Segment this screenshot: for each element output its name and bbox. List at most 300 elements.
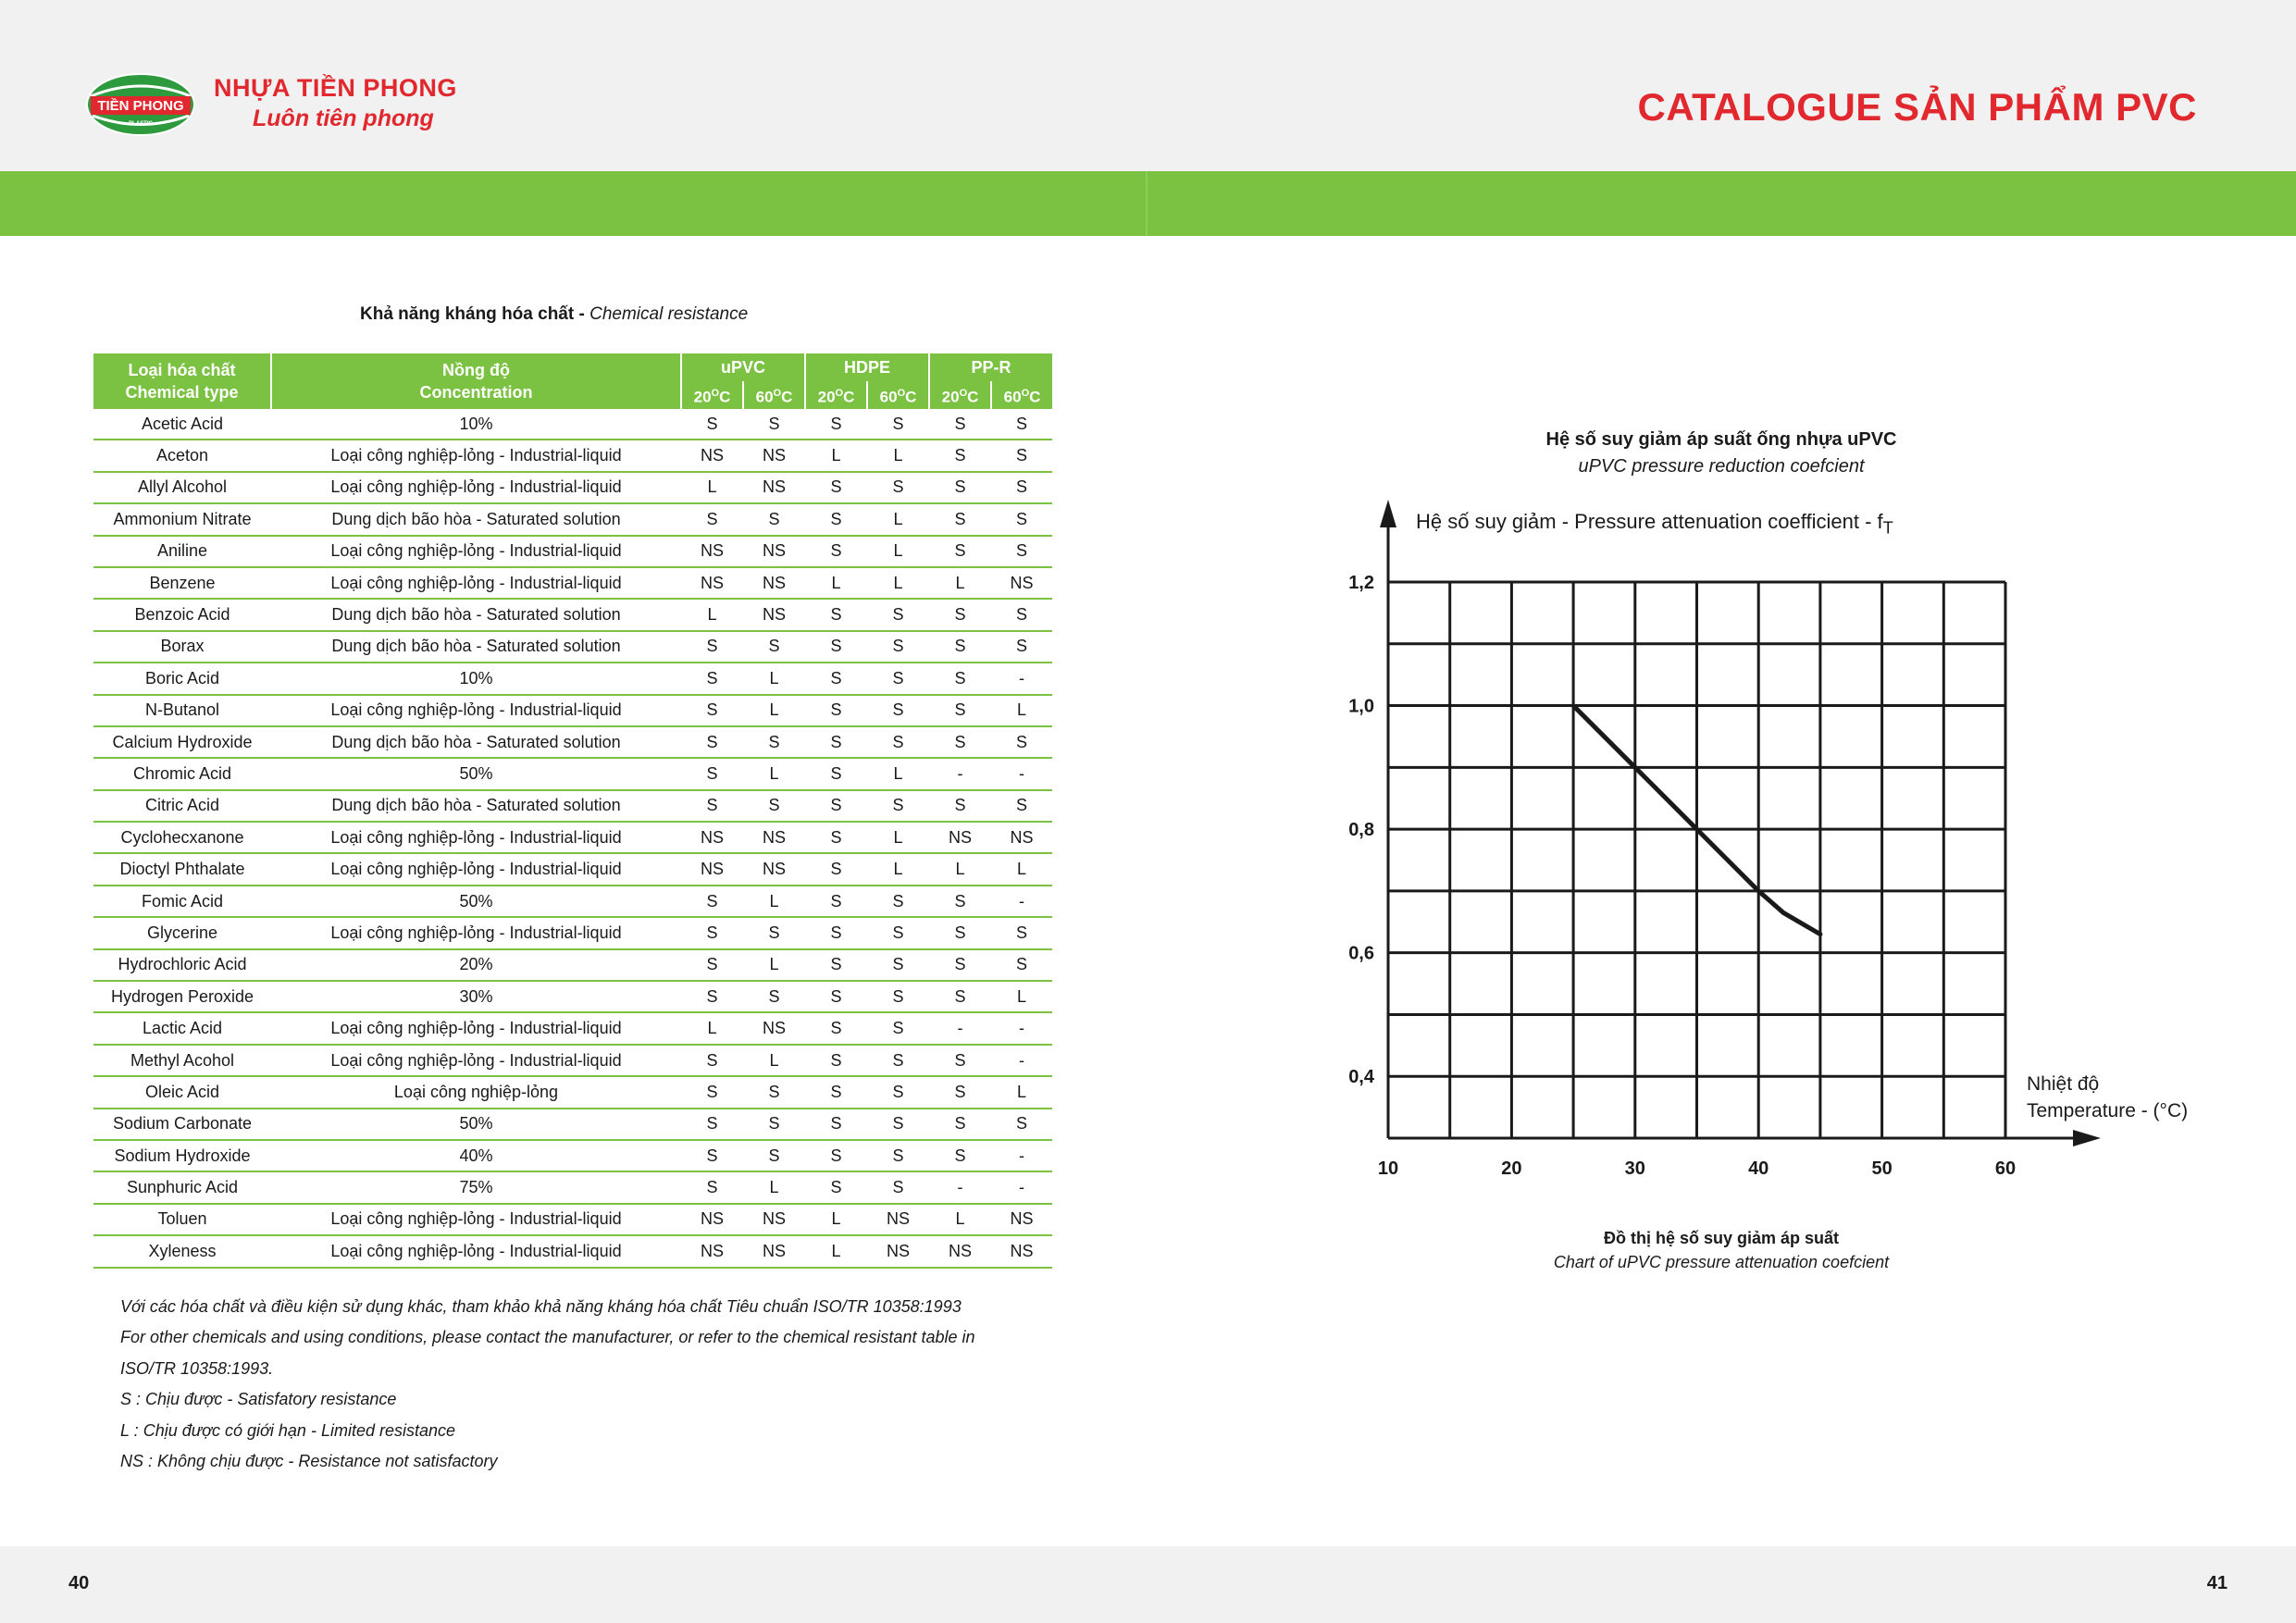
- chemical-name: Lactic Acid: [93, 1012, 271, 1044]
- table-row: [93, 631, 1052, 663]
- pressure-reduction-chart: [1333, 490, 2147, 1194]
- resistance-cell: S: [867, 917, 929, 948]
- resistance-cell: L: [743, 758, 805, 789]
- concentration-cell: Dung dịch bão hòa - Saturated solution: [271, 790, 681, 822]
- resistance-cell: NS: [743, 1235, 805, 1267]
- note-line: L : Chịu được có giới hạn - Limited resistance: [120, 1420, 456, 1440]
- resistance-cell: -: [991, 886, 1052, 917]
- table-row: [93, 886, 1052, 917]
- resistance-cell: S: [805, 1012, 867, 1044]
- resistance-cell: L: [867, 536, 929, 567]
- resistance-cell: S: [867, 409, 929, 440]
- resistance-cell: S: [929, 886, 991, 917]
- header-hdpe: HDPE: [805, 353, 929, 381]
- resistance-cell: -: [929, 1171, 991, 1203]
- concentration-cell: Loại công nghiệp-lỏng - Industrial-liquid: [271, 822, 681, 853]
- chart-title: Hệ số suy giảm áp suất ống nhựa uPVC: [1545, 429, 1897, 450]
- resistance-cell: S: [867, 599, 929, 630]
- resistance-cell: S: [681, 949, 743, 981]
- resistance-cell: L: [805, 440, 867, 471]
- resistance-cell: NS: [743, 536, 805, 567]
- temp-degree: O: [711, 387, 720, 399]
- note-line: ISO/TR 10358:1993.: [120, 1358, 274, 1378]
- y-axis-label-subscript: T: [1882, 517, 1893, 538]
- concentration-cell: Loại công nghiệp-lỏng - Industrial-liquid: [271, 1045, 681, 1076]
- resistance-cell: L: [805, 1204, 867, 1235]
- x-axis-label-en: Temperature - (°C): [2027, 1100, 2189, 1121]
- chemical-resistance-table: [93, 353, 1052, 1269]
- resistance-cell: L: [681, 1012, 743, 1044]
- resistance-cell: S: [929, 1045, 991, 1076]
- resistance-cell: L: [743, 949, 805, 981]
- chemical-name: Fomic Acid: [93, 886, 271, 917]
- resistance-cell: -: [991, 1140, 1052, 1171]
- chemical-name: Dioctyl Phthalate: [93, 853, 271, 885]
- resistance-cell: S: [991, 503, 1052, 535]
- resistance-cell: S: [681, 726, 743, 758]
- temp-value: 20: [693, 388, 712, 406]
- resistance-cell: S: [991, 917, 1052, 948]
- header-chemical-vi: Loại hóa chất: [128, 361, 236, 379]
- temp-degree: O: [897, 387, 906, 399]
- resistance-cell: S: [743, 981, 805, 1012]
- header-ppr: PP-R: [929, 353, 1052, 381]
- resistance-cell: S: [805, 663, 867, 694]
- header-concentration-vi: Nồng độ: [442, 361, 510, 379]
- concentration-cell: 10%: [271, 663, 681, 694]
- concentration-cell: 40%: [271, 1140, 681, 1171]
- resistance-cell: L: [681, 472, 743, 503]
- table-row: [93, 1045, 1052, 1076]
- concentration-cell: Loại công nghiệp-lỏng - Industrial-liquid: [271, 536, 681, 567]
- resistance-cell: NS: [929, 822, 991, 853]
- resistance-cell: NS: [743, 1204, 805, 1235]
- resistance-cell: S: [805, 1045, 867, 1076]
- resistance-cell: S: [991, 599, 1052, 630]
- table-row: [93, 472, 1052, 503]
- resistance-cell: L: [805, 567, 867, 599]
- resistance-cell: S: [929, 1076, 991, 1108]
- y-tick-label: 0,8: [1348, 820, 1374, 841]
- resistance-cell: S: [929, 1109, 991, 1140]
- resistance-cell: S: [743, 1140, 805, 1171]
- resistance-cell: L: [929, 1204, 991, 1235]
- resistance-cell: S: [743, 631, 805, 663]
- note-line: Với các hóa chất và điều kiện sử dụng khác, tham khảo khả năng kháng hóa chất Tiêu chuẩn ISO/TR 10358:1993: [120, 1297, 962, 1316]
- resistance-cell: S: [681, 503, 743, 535]
- page-header: [0, 0, 2296, 171]
- resistance-cell: L: [867, 853, 929, 885]
- resistance-cell: S: [867, 726, 929, 758]
- concentration-cell: Loại công nghiệp-lỏng - Industrial-liquid: [271, 853, 681, 885]
- resistance-cell: -: [991, 663, 1052, 694]
- resistance-cell: S: [929, 949, 991, 981]
- resistance-cell: L: [743, 1045, 805, 1076]
- y-axis-label-text: Hệ số suy giảm - Pressure attenuation coefficient - f: [1416, 510, 1883, 533]
- resistance-cell: L: [743, 695, 805, 726]
- x-tick-label: 50: [1871, 1158, 1893, 1179]
- resistance-cell: S: [991, 726, 1052, 758]
- chemical-name: Sodium Carbonate: [93, 1109, 271, 1140]
- table-row: [93, 567, 1052, 599]
- resistance-cell: S: [867, 790, 929, 822]
- resistance-cell: S: [743, 790, 805, 822]
- chemical-name: Benzoic Acid: [93, 599, 271, 630]
- resistance-cell: S: [743, 409, 805, 440]
- concentration-cell: 30%: [271, 981, 681, 1012]
- x-axis-label-vi: Nhiệt độ: [2027, 1073, 2100, 1095]
- resistance-cell: S: [743, 917, 805, 948]
- table-row: [93, 440, 1052, 471]
- concentration-cell: Loại công nghiệp-lỏng - Industrial-liquid: [271, 917, 681, 948]
- resistance-cell: S: [867, 695, 929, 726]
- resistance-cell: S: [929, 1140, 991, 1171]
- table-row: [93, 790, 1052, 822]
- resistance-cell: S: [867, 472, 929, 503]
- resistance-cell: S: [743, 1076, 805, 1108]
- concentration-cell: 50%: [271, 1109, 681, 1140]
- table-row: [93, 1012, 1052, 1044]
- resistance-cell: NS: [681, 440, 743, 471]
- notes: [120, 1292, 974, 1477]
- resistance-cell: S: [805, 726, 867, 758]
- resistance-cell: S: [991, 440, 1052, 471]
- table-row: [93, 695, 1052, 726]
- table-row: [93, 503, 1052, 535]
- resistance-cell: S: [805, 1109, 867, 1140]
- resistance-cell: S: [867, 1045, 929, 1076]
- resistance-cell: NS: [991, 822, 1052, 853]
- resistance-cell: L: [991, 853, 1052, 885]
- header-upvc: uPVC: [681, 353, 805, 381]
- x-tick-label: 30: [1624, 1158, 1645, 1179]
- resistance-cell: S: [929, 536, 991, 567]
- chemical-name: Calcium Hydroxide: [93, 726, 271, 758]
- resistance-cell: S: [805, 536, 867, 567]
- temp-degree: O: [959, 387, 968, 399]
- concentration-cell: Dung dịch bão hòa - Saturated solution: [271, 631, 681, 663]
- resistance-cell: L: [743, 663, 805, 694]
- resistance-cell: S: [929, 440, 991, 471]
- chemical-name: Allyl Alcohol: [93, 472, 271, 503]
- resistance-cell: L: [805, 1235, 867, 1267]
- resistance-cell: S: [991, 1109, 1052, 1140]
- resistance-cell: S: [681, 917, 743, 948]
- resistance-cell: S: [743, 1109, 805, 1140]
- chemical-name: Borax: [93, 631, 271, 663]
- logo-text: TIỀN PHONG: [97, 98, 184, 114]
- chemical-name: Aniline: [93, 536, 271, 567]
- resistance-cell: S: [929, 917, 991, 948]
- brand-name: NHỰA TIỀN PHONG: [214, 74, 457, 102]
- resistance-cell: S: [867, 981, 929, 1012]
- resistance-cell: S: [681, 758, 743, 789]
- temp-unit: C: [781, 388, 793, 406]
- resistance-cell: S: [929, 790, 991, 822]
- chemical-name: N-Butanol: [93, 695, 271, 726]
- resistance-cell: S: [867, 1012, 929, 1044]
- resistance-cell: S: [805, 853, 867, 885]
- resistance-cell: NS: [743, 472, 805, 503]
- resistance-cell: S: [991, 409, 1052, 440]
- resistance-cell: S: [743, 503, 805, 535]
- resistance-cell: S: [805, 949, 867, 981]
- resistance-cell: NS: [743, 440, 805, 471]
- temp-degree: O: [835, 387, 844, 399]
- resistance-cell: S: [743, 726, 805, 758]
- resistance-cell: S: [681, 1140, 743, 1171]
- concentration-cell: Dung dịch bão hòa - Saturated solution: [271, 503, 681, 535]
- resistance-cell: S: [805, 599, 867, 630]
- resistance-cell: -: [929, 758, 991, 789]
- table-row: [93, 1204, 1052, 1235]
- resistance-cell: L: [929, 567, 991, 599]
- resistance-cell: S: [929, 472, 991, 503]
- resistance-cell: L: [867, 758, 929, 789]
- resistance-cell: S: [805, 790, 867, 822]
- resistance-cell: S: [805, 822, 867, 853]
- resistance-cell: S: [681, 631, 743, 663]
- temp-unit: C: [967, 388, 979, 406]
- resistance-cell: L: [991, 1076, 1052, 1108]
- concentration-cell: 20%: [271, 949, 681, 981]
- chemical-name: Boric Acid: [93, 663, 271, 694]
- logo-subtext: PLASTIC: [129, 121, 153, 127]
- resistance-cell: S: [681, 981, 743, 1012]
- concentration-cell: 10%: [271, 409, 681, 440]
- resistance-cell: S: [867, 1076, 929, 1108]
- resistance-cell: S: [929, 409, 991, 440]
- resistance-cell: S: [991, 631, 1052, 663]
- chemical-name: Cyclohecxanone: [93, 822, 271, 853]
- table-row: [93, 758, 1052, 789]
- resistance-cell: S: [805, 472, 867, 503]
- y-axis-arrow: [1380, 500, 1396, 527]
- table-row: [93, 1235, 1052, 1267]
- resistance-cell: L: [867, 567, 929, 599]
- resistance-cell: L: [867, 440, 929, 471]
- resistance-cell: S: [991, 949, 1052, 981]
- resistance-cell: S: [929, 663, 991, 694]
- concentration-cell: Loại công nghiệp-lỏng - Industrial-liquid: [271, 567, 681, 599]
- resistance-cell: S: [805, 917, 867, 948]
- resistance-cell: S: [991, 536, 1052, 567]
- resistance-cell: NS: [991, 1235, 1052, 1267]
- table-title: [360, 304, 748, 325]
- temp-value: 60: [879, 388, 898, 406]
- resistance-cell: NS: [991, 567, 1052, 599]
- chemical-name: Benzene: [93, 567, 271, 599]
- resistance-cell: S: [805, 1171, 867, 1203]
- table-row: [93, 917, 1052, 948]
- resistance-cell: NS: [681, 853, 743, 885]
- temp-value: 60: [755, 388, 774, 406]
- x-tick-label: 60: [1994, 1158, 2017, 1179]
- temp-unit: C: [843, 388, 855, 406]
- resistance-cell: L: [743, 1171, 805, 1203]
- temp-degree: O: [1021, 387, 1030, 399]
- resistance-cell: NS: [681, 536, 743, 567]
- chart-caption-subtitle: Chart of uPVC pressure attenuation coefcient: [1553, 1253, 1890, 1271]
- chart-caption-title: Đồ thị hệ số suy giảm áp suất: [1603, 1229, 1840, 1247]
- x-tick-label: 10: [1377, 1158, 1399, 1179]
- table-row: [93, 536, 1052, 567]
- header-temp-hdpe-60: [867, 381, 929, 409]
- header-concentration: [271, 353, 681, 409]
- resistance-cell: NS: [681, 1235, 743, 1267]
- concentration-cell: Dung dịch bão hòa - Saturated solution: [271, 726, 681, 758]
- header-temp-upvc-60: [743, 381, 805, 409]
- resistance-cell: S: [929, 981, 991, 1012]
- resistance-cell: S: [681, 1076, 743, 1108]
- resistance-cell: NS: [929, 1235, 991, 1267]
- resistance-cell: S: [805, 409, 867, 440]
- resistance-cell: S: [991, 790, 1052, 822]
- table-row: [93, 599, 1052, 630]
- resistance-cell: S: [681, 886, 743, 917]
- resistance-cell: NS: [991, 1204, 1052, 1235]
- table-row: [93, 1076, 1052, 1108]
- temp-value: 20: [941, 388, 960, 406]
- resistance-cell: L: [929, 853, 991, 885]
- chemical-name: Xyleness: [93, 1235, 271, 1267]
- resistance-cell: S: [991, 472, 1052, 503]
- chemical-name: Hydrogen Peroxide: [93, 981, 271, 1012]
- resistance-cell: S: [805, 758, 867, 789]
- resistance-cell: L: [867, 822, 929, 853]
- table-row: [93, 1140, 1052, 1171]
- header-chemical-type: [93, 353, 271, 409]
- page-footer: [0, 1546, 2296, 1623]
- header-temp-ppr-60: [991, 381, 1052, 409]
- resistance-cell: S: [867, 663, 929, 694]
- page-divider: [1146, 171, 1148, 236]
- chart-subtitle: uPVC pressure reduction coefcient: [1578, 456, 1865, 477]
- concentration-cell: Loại công nghiệp-lỏng - Industrial-liquid: [271, 440, 681, 471]
- resistance-cell: NS: [867, 1235, 929, 1267]
- concentration-cell: Loại công nghiệp-lỏng - Industrial-liquid: [271, 472, 681, 503]
- brand-slogan: Luôn tiên phong: [253, 105, 434, 131]
- header-concentration-en: Concentration: [419, 383, 533, 402]
- note-line: S : Chịu được - Satisfatory resistance: [120, 1390, 397, 1409]
- resistance-cell: L: [991, 695, 1052, 726]
- resistance-cell: L: [867, 503, 929, 535]
- table-row: [93, 949, 1052, 981]
- resistance-cell: S: [867, 1109, 929, 1140]
- tien-phong-logo: [85, 72, 196, 137]
- note-line: NS : Không chịu được - Resistance not satisfactory: [120, 1452, 498, 1471]
- x-axis-arrow: [2073, 1130, 2101, 1146]
- resistance-cell: NS: [743, 853, 805, 885]
- concentration-cell: Loại công nghiệp-lỏng - Industrial-liquid: [271, 1204, 681, 1235]
- concentration-cell: 50%: [271, 758, 681, 789]
- y-tick-label: 0,4: [1348, 1067, 1374, 1088]
- green-band: [0, 171, 2296, 236]
- resistance-cell: S: [929, 599, 991, 630]
- resistance-cell: NS: [681, 567, 743, 599]
- resistance-cell: S: [681, 663, 743, 694]
- chemical-name: Hydrochloric Acid: [93, 949, 271, 981]
- table-row: [93, 1109, 1052, 1140]
- resistance-cell: S: [805, 631, 867, 663]
- temp-unit: C: [1029, 388, 1041, 406]
- temp-unit: C: [905, 388, 917, 406]
- resistance-cell: -: [991, 1045, 1052, 1076]
- chemical-name: Oleic Acid: [93, 1076, 271, 1108]
- resistance-cell: S: [805, 503, 867, 535]
- temp-unit: C: [719, 388, 731, 406]
- resistance-cell: S: [805, 886, 867, 917]
- resistance-cell: NS: [681, 1204, 743, 1235]
- resistance-cell: -: [929, 1012, 991, 1044]
- page-number-right: 41: [2206, 1573, 2228, 1593]
- note-line: For other chemicals and using conditions, please contact the manufacturer, or refer to the chemical resistant table in: [120, 1328, 975, 1347]
- resistance-cell: L: [681, 599, 743, 630]
- concentration-cell: Loại công nghiệp-lỏng - Industrial-liquid: [271, 1012, 681, 1044]
- resistance-cell: S: [867, 886, 929, 917]
- resistance-cell: NS: [743, 599, 805, 630]
- resistance-cell: NS: [867, 1204, 929, 1235]
- chemical-name: Methyl Acohol: [93, 1045, 271, 1076]
- resistance-cell: S: [681, 790, 743, 822]
- concentration-cell: Dung dịch bão hòa - Saturated solution: [271, 599, 681, 630]
- y-tick-label: 0,6: [1348, 943, 1374, 964]
- resistance-cell: L: [743, 886, 805, 917]
- y-tick-label: 1,0: [1348, 696, 1374, 717]
- resistance-cell: S: [681, 1171, 743, 1203]
- resistance-cell: -: [991, 758, 1052, 789]
- x-tick-label: 20: [1501, 1158, 1522, 1179]
- concentration-cell: Loại công nghiệp-lỏng - Industrial-liquid: [271, 695, 681, 726]
- chemical-name: Aceton: [93, 440, 271, 471]
- resistance-cell: S: [805, 981, 867, 1012]
- resistance-cell: S: [929, 631, 991, 663]
- table-row: [93, 1171, 1052, 1203]
- temp-value: 60: [1003, 388, 1022, 406]
- concentration-cell: Loại công nghiệp-lỏng: [271, 1076, 681, 1108]
- resistance-cell: NS: [743, 1012, 805, 1044]
- resistance-cell: -: [991, 1171, 1052, 1203]
- table-row: [93, 663, 1052, 694]
- resistance-cell: S: [805, 1076, 867, 1108]
- concentration-cell: Loại công nghiệp-lỏng - Industrial-liquid: [271, 1235, 681, 1267]
- table-row: [93, 822, 1052, 853]
- y-tick-label: 1,2: [1348, 573, 1374, 593]
- chemical-name: Chromic Acid: [93, 758, 271, 789]
- concentration-cell: 50%: [271, 886, 681, 917]
- resistance-cell: S: [681, 695, 743, 726]
- chemical-name: Toluen: [93, 1204, 271, 1235]
- chemical-name: Acetic Acid: [93, 409, 271, 440]
- temp-degree: O: [773, 387, 782, 399]
- resistance-cell: S: [929, 726, 991, 758]
- resistance-cell: S: [867, 1171, 929, 1203]
- chemical-name: Glycerine: [93, 917, 271, 948]
- resistance-cell: S: [867, 631, 929, 663]
- resistance-cell: S: [681, 1045, 743, 1076]
- header-temp-ppr-20: [929, 381, 991, 409]
- page-number-left: 40: [68, 1573, 90, 1593]
- header-chemical-en: Chemical type: [125, 383, 239, 402]
- resistance-cell: S: [681, 409, 743, 440]
- chemical-name: Sunphuric Acid: [93, 1171, 271, 1203]
- resistance-cell: S: [929, 503, 991, 535]
- header-temp-upvc-20: [681, 381, 743, 409]
- resistance-cell: S: [681, 1109, 743, 1140]
- table-row: [93, 726, 1052, 758]
- resistance-cell: -: [991, 1012, 1052, 1044]
- chemical-name: Ammonium Nitrate: [93, 503, 271, 535]
